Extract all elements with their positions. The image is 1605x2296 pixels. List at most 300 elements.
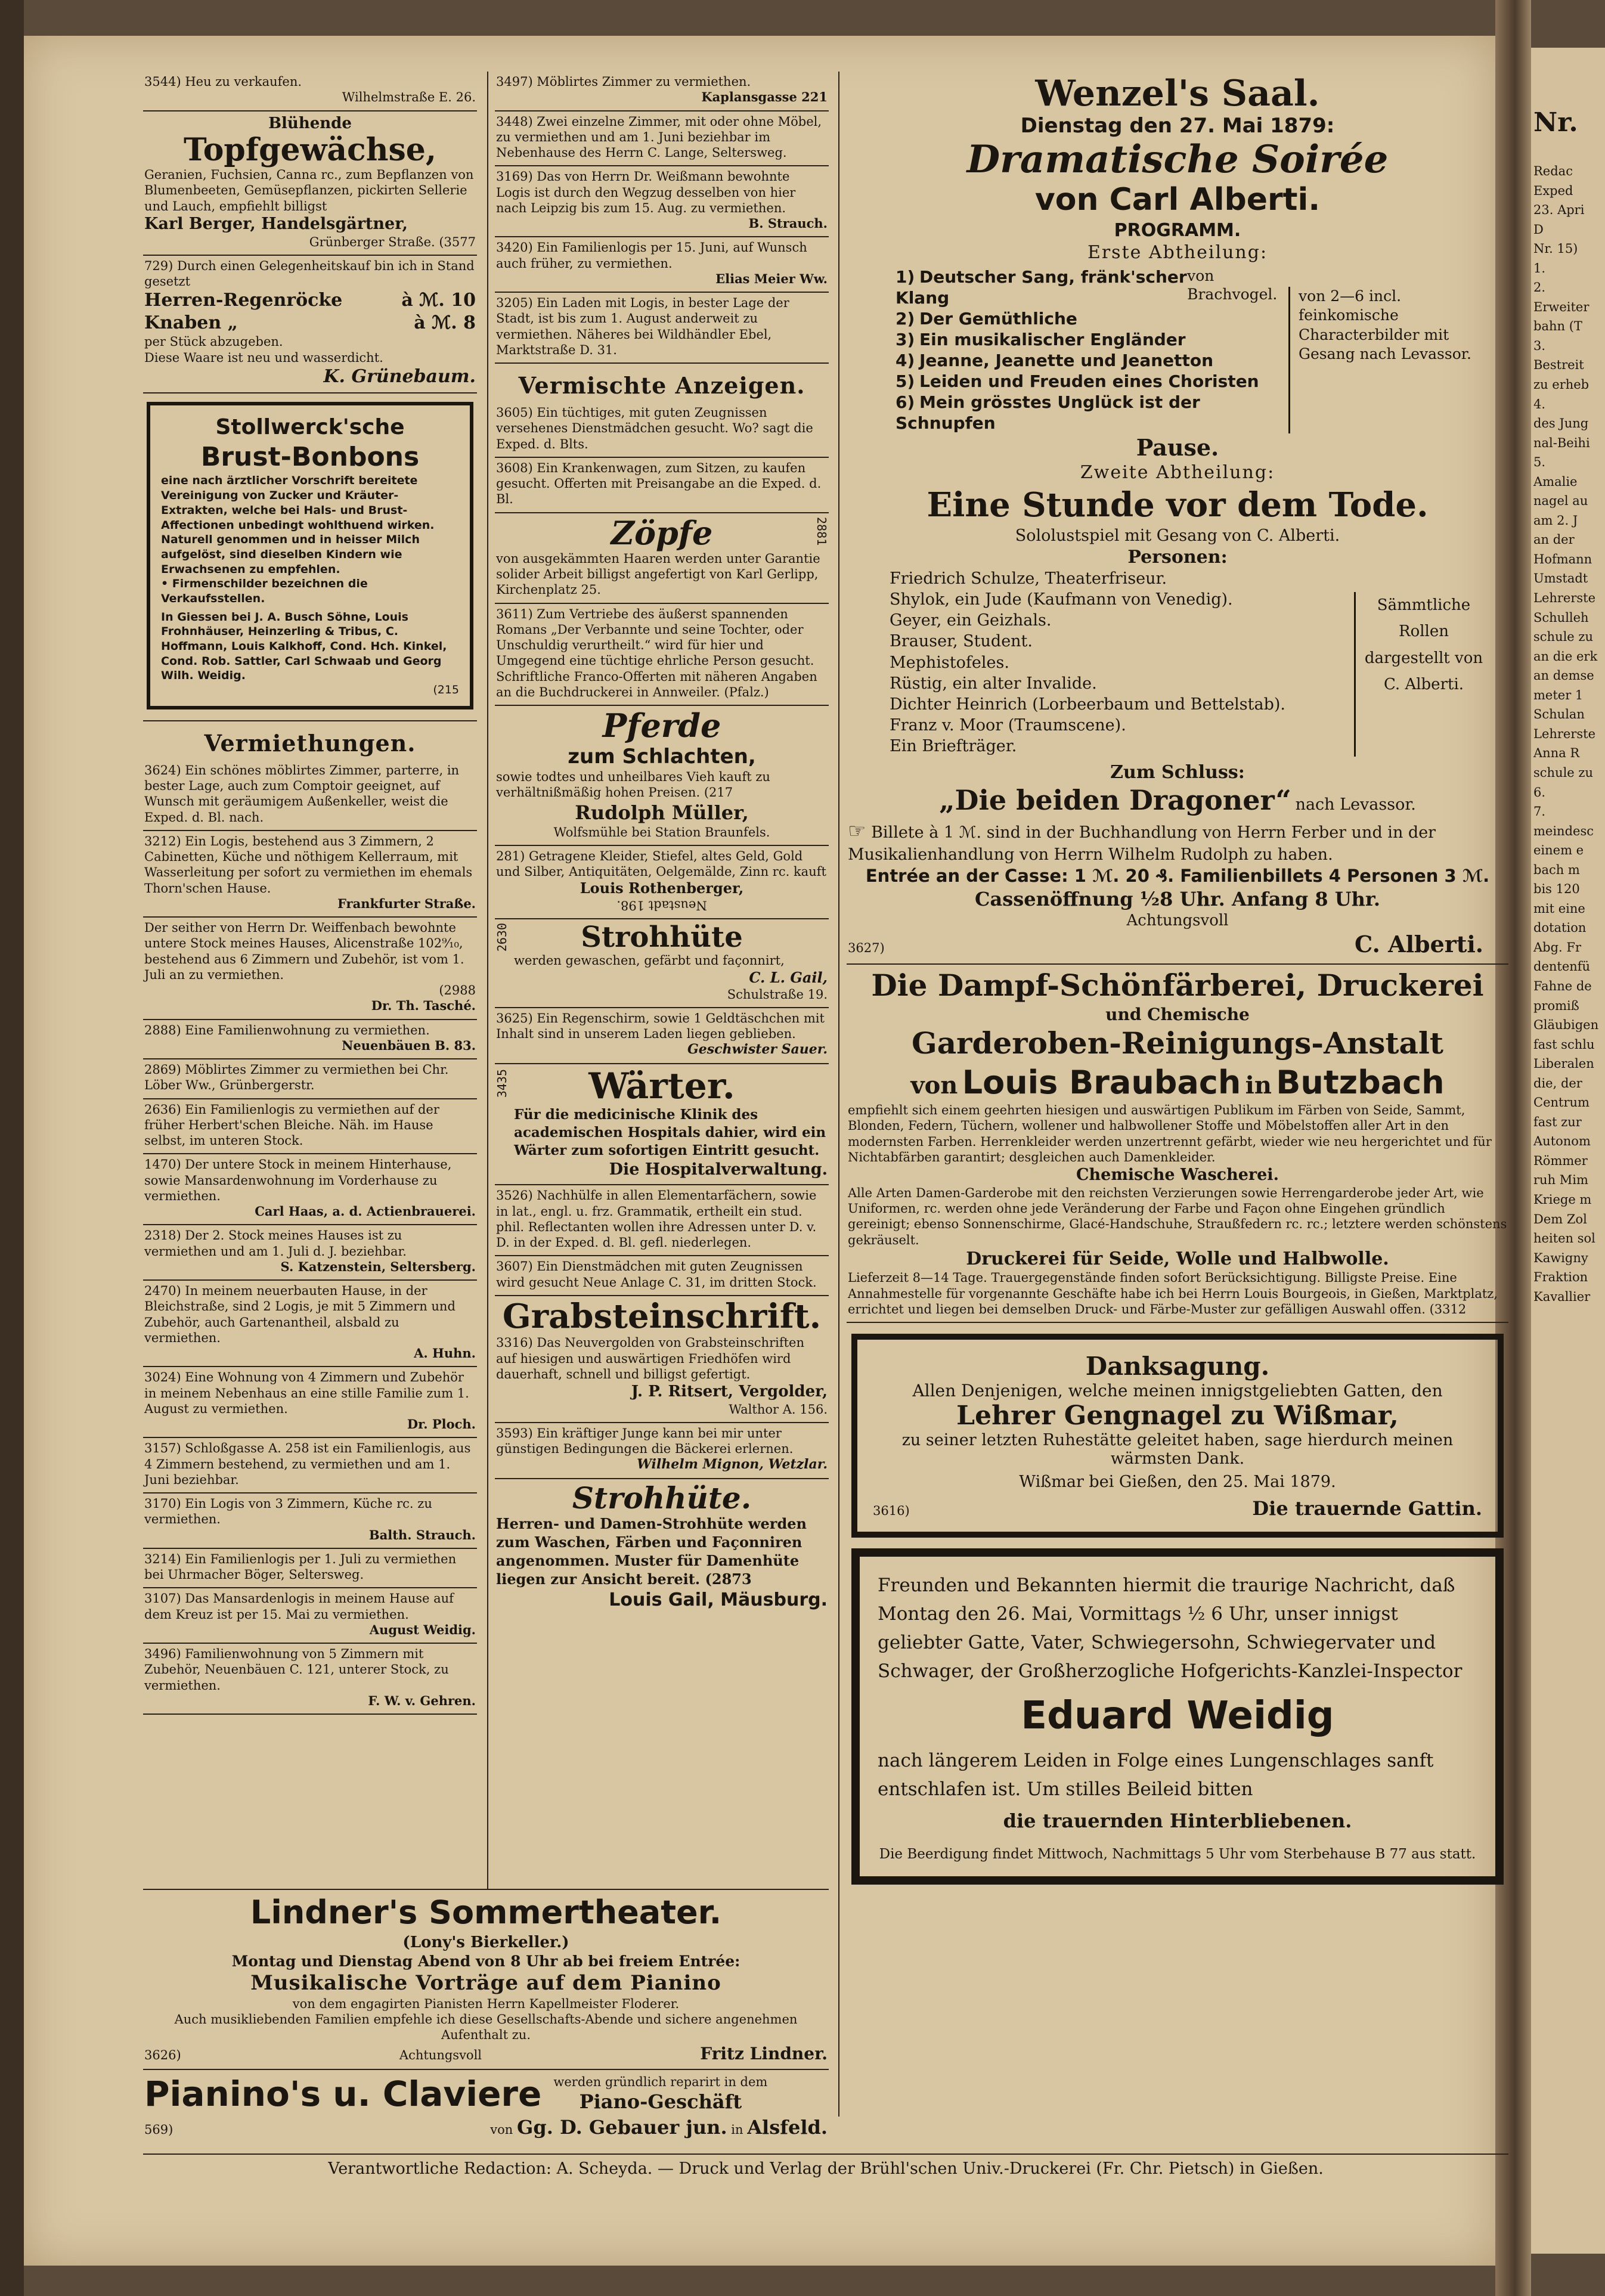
ad-headline: Musikalische Vorträge auf dem Pianino [250, 1971, 721, 1996]
event-title: Dramatische Soirée [966, 137, 1389, 182]
next-page-fragment: D [1533, 222, 1544, 237]
next-page-fragment: 6. [1533, 785, 1546, 800]
ad-listing [495, 237, 829, 293]
next-page-fragment: fast zur [1533, 1114, 1582, 1129]
program-item-number: 2) [896, 308, 915, 329]
play-subtitle: Sololustspiel mit Gesang von C. Alberti. [1015, 526, 1340, 545]
ad-text: 3214) Ein Familienlogis per 1. Juli zu vermiethen bei Uhrmacher Böger, Seltersweg. [144, 1551, 457, 1582]
ad-text: 3107) Das Mansardenlogis in meinem Hause auf dem Kreuz ist per 15. Mai zu vermiethen. [144, 1591, 454, 1622]
ad-text: Für die medicinische Klinik des academischen Hospitals dahier, wird ein Wärter zum sofortigen Eintritt gesucht. [514, 1106, 826, 1158]
ad-ref-num: 2881 [814, 516, 829, 546]
ad-kicker: Blühende [268, 114, 352, 132]
program-item [896, 308, 1288, 329]
thanks-title: Danksagung. [1085, 1352, 1270, 1381]
ad-text: 3593) Ein kräftiger Junge kann bei mir unter günstigen Bedingungen die Bäckerei erlernen. [496, 1426, 794, 1457]
ad-subtitle: (Lony's Bierkeller.) [402, 1933, 569, 1951]
next-page-fragment: promiß [1533, 998, 1579, 1013]
program-items [896, 267, 1288, 433]
ad-listing [495, 293, 829, 364]
ad-signature: Louis Rothenberger, [580, 879, 744, 897]
product-note: • Firmenschilder bezeichnen die Verkaufsstellen. [161, 577, 368, 605]
ad-signature: Wilhelm Mignon, Wetzlar. [637, 1457, 828, 1473]
next-page-fragment: Redac [1533, 164, 1573, 178]
program-item [896, 329, 1288, 350]
ad-subheading-2: Druckerei für Seide, Wolle und Halbwolle. [966, 1248, 1389, 1269]
ad-num: 3626) [144, 2047, 181, 2062]
ad-text: werden gewaschen, gefärbt und façonnirt, [514, 953, 785, 968]
ticket-info: Billete à 1 ℳ. sind in der Buchhandlung von Herrn Ferber und in der Musikalienhandlung von Herrn Wilhelm Rudolph zu haben. [848, 823, 1436, 865]
next-page-fragment: Autonom [1533, 1134, 1591, 1149]
ad-signature: Geschwister Sauer. [687, 1042, 828, 1058]
program-item-author: von Brachvogel. [1187, 267, 1278, 303]
rentals-list [143, 760, 477, 1715]
program-item-number: 5) [896, 371, 915, 391]
misc-list [495, 402, 829, 513]
ad-clothes [495, 846, 829, 919]
cast-role: Franz v. Moor (Traumscene). [890, 715, 1126, 735]
ad-text: Heu zu verkaufen. [185, 75, 302, 89]
ad-listing [143, 831, 477, 918]
thanks-line-2: zu seiner letzten Ruhestätte geleitet haben, sage hierdurch meinen wärmsten Dank. [901, 1431, 1454, 1468]
thanks-place-date: Wißmar bei Gießen, den 25. Mai 1879. [1019, 1473, 1336, 1492]
ad-ref-num: (2873 [705, 1570, 752, 1588]
next-page-fragment: Lehrerste [1533, 591, 1596, 606]
next-page-fragment: fast schlu [1533, 1037, 1595, 1052]
ad-signature: Die Hospitalverwaltung. [609, 1160, 828, 1179]
ad-maid [495, 1256, 829, 1296]
next-page-fragment: 23. Apri [1533, 203, 1585, 218]
ad-text: 3212) Ein Logis, bestehend aus 3 Zimmern, 2 Cabinetten, Küche und nöthigem Kellerraum, mit Wasserleitung per sofort zu vermiethen im ehemals Thorn'schen Hause. [144, 833, 473, 896]
ad-text: 1470) Der untere Stock in meinem Hinterhause, sowie Mansardenwohnung im Vorderhause zu vermiethen. [144, 1157, 452, 1203]
next-page-fragment: 3. [1533, 338, 1546, 353]
product-description: eine nach ärztlicher Vorschrift bereitete Vereinigung von Zucker und Kräuter-Extrakten, welche bei Hals- und Brust-Affectionen unbedingt wohlthuend wirken. Naturell genommen und in heisser Milch aufgelöst, sind dieselben Kindern wie Erwachsenen zu empfehlen. [161, 474, 435, 576]
ad-address: Wilhelmstraße E. 26. [342, 90, 476, 105]
wide-ads [143, 1889, 829, 2144]
ad-signature: S. Katzenstein, Seltersberg. [280, 1259, 476, 1274]
next-page-fragment: Gläubigen [1533, 1018, 1599, 1033]
company-city: Butzbach [1276, 1063, 1445, 1101]
ad-num: 3616) [873, 1504, 910, 1519]
ad-text: 729) Durch einen Gelegenheitskauf bin ich in Stand gesetzt [144, 258, 475, 289]
ad-address: Grünberger Straße. [309, 234, 435, 249]
newspaper-page [24, 36, 1507, 2266]
cast-role: Brauser, Student. [890, 632, 1033, 651]
ad-straw-hats-2 [495, 1479, 829, 1616]
next-page-fragment: Erweiter [1533, 299, 1589, 314]
ad-num: 3544) [144, 75, 181, 89]
next-page-fragment: Exped [1533, 183, 1573, 198]
ad-obituary [851, 1548, 1504, 1885]
ad-text: 3496) Familienwohnung von 5 Zimmern mit Zubehör, Neuenbäuen C. 121, unterer Stock, zu vermiethen. [144, 1647, 449, 1693]
ad-signature: Kaplansgasse 221 [701, 89, 828, 105]
ad-signature: J. P. Ritsert, Vergolder, [631, 1383, 828, 1401]
ad-lindner-theater [143, 1890, 829, 2070]
ad-text: 3024) Eine Wohnung von 4 Zimmern und Zubehör in meinem Nebenhaus an eine stille Familie zum 1. August zu vermiethen. [144, 1370, 469, 1416]
next-page-fragment: 2. [1533, 280, 1546, 295]
imprint-footer: Verantwortliche Redaction: A. Scheyda. — Druck und Verlag der Brühl'schen Univ.-Druckerei (Fr. Chr. Pietsch) in Gießen. [328, 2159, 1324, 2178]
part-two-heading: Zweite Abtheilung: [1080, 462, 1275, 484]
ad-listing [143, 1494, 477, 1549]
stollwerck-box [147, 402, 473, 709]
ad-umbrella [495, 1008, 829, 1064]
next-page-fragment: nagel au [1533, 494, 1588, 509]
next-page-fragment: an die erk [1533, 649, 1598, 664]
ad-signature: Elias Meier Ww. [715, 271, 828, 286]
program-item-title: Deutscher Sang, fränk'scher Klang [896, 267, 1187, 308]
ad-subheading: Chemische Wascherei. [1076, 1166, 1279, 1185]
program-item-number: 4) [896, 350, 915, 370]
ad-signature: C. Alberti. [1355, 931, 1483, 958]
ad-signature: Balth. Strauch. [368, 1527, 476, 1542]
scan-border-left [0, 0, 24, 2296]
program-item-title: Mein grösstes Unglück ist der Schnupfen [896, 392, 1200, 433]
program-item-number: 6) [896, 392, 915, 412]
ad-text: 281) Getragene Kleider, Stiefel, altes Geld, Gold und Silber, Antiquitäten, Oelgemälde, Zinn rc. kauft [496, 848, 826, 879]
ad-listing [143, 1644, 477, 1715]
next-page-fragment: Fraktion [1533, 1270, 1588, 1285]
ad-von: von [490, 2123, 513, 2137]
ad-signature: Rudolph Müller, [575, 801, 749, 824]
ad-listing [143, 1059, 477, 1099]
next-page-fragment: Römmer [1533, 1153, 1588, 1168]
ad-text: 3420) Ein Familienlogis per 15. Juni, auf Wunsch auch früher, zu vermiethen. [496, 240, 807, 271]
next-page-fragment: dotation [1533, 921, 1587, 935]
next-page-fragment: Dem Zol [1533, 1211, 1587, 1226]
ad-text: 2636) Ein Familienlogis zu vermiethen auf der früher Herbert'schen Bleiche. Näh. im Hause selbst, im unteren Stock. [144, 1102, 439, 1148]
column-3 [847, 72, 1508, 1895]
next-page-fragment: am 2. J [1533, 513, 1578, 528]
next-page-fragment: an der [1533, 532, 1575, 547]
next-page-fragment: heiten sol [1533, 1231, 1595, 1246]
ad-text-3: Lieferzeit 8—14 Tage. Trauergegenstände finden sofort Berücksichtigung. Billigste Preise. Eine Annahmestelle für vorgenannte Geschäfte habe ich bei Herrn Louis Bourgeois, in Gießen, Marktplatz, errichtet und liegen bei demselben Druck- und Färbe-Muster zur gefälligen Auswahl offen. [848, 1271, 1498, 1316]
pause-label: Pause. [1136, 433, 1219, 461]
ad-title: Lindner's Sommertheater. [250, 1894, 722, 1931]
ad-text: von ausgekämmten Haaren werden unter Garantie solider Arbeit billigst angefertigt von Karl Gerlipp, Kirchenplatz 25. [496, 551, 820, 597]
ad-text: 3169) Das von Herrn Dr. Weißmann bewohnte Logis ist durch den Wegzug desselben von hier nach Leipzig bis zum 15. Aug. zu vermiethen. [496, 169, 796, 215]
venue-name: Wenzel's Saal. [1035, 73, 1320, 114]
next-page-fragment: 5. [1533, 455, 1546, 470]
ad-line-3: Auch musikliebenden Familien empfehle ich diese Gesellschafts-Abende und sichere angenehmen Aufenthalt zu. [174, 2012, 798, 2043]
ad-listing [495, 402, 829, 458]
item-men: Herren-Regenröcke [144, 290, 343, 311]
ad-text: 3170) Ein Logis von 3 Zimmern, Küche rc. zu vermiethen. [144, 1496, 432, 1527]
ad-braids [495, 513, 829, 604]
ad-title: Strohhüte [581, 920, 743, 954]
ad-wenzel-soiree [847, 72, 1508, 965]
ad-title-2: und Chemische [1105, 1005, 1250, 1025]
next-page-fragment: des Jung [1533, 416, 1589, 431]
ad-listing [143, 1154, 477, 1225]
next-page-fragment: meindesc [1533, 823, 1594, 838]
ad-ref-num: 2630 [495, 922, 509, 952]
program-item-title: Jeanne, Jeanette und Jeanetton [919, 350, 1214, 370]
column-2 [495, 72, 829, 1616]
ad-address: Walthor A. 156. [729, 1402, 828, 1417]
ad-line-2: von dem engagirten Pianisten Herrn Kapellmeister Floderer. [292, 1996, 680, 2011]
product-title: Brust-Bonbons [200, 442, 420, 473]
next-page-fragment: Kawigny [1533, 1250, 1588, 1265]
program-part-one [896, 267, 1483, 433]
ad-novel [495, 604, 829, 707]
persons-block [890, 568, 1483, 757]
ad-pianino [143, 2070, 829, 2145]
program-item [896, 371, 1288, 392]
ad-shop: Piano-Geschäft [579, 2090, 742, 2113]
ad-signature: Dr. Ploch. [407, 1417, 476, 1432]
ad-ref-num: (3577 [439, 234, 476, 249]
ad-text: 2470) In meinem neuerbauten Hause, in der Bleichstraße, sind 2 Logis, je mit 5 Zimmern und Zubehör, auch Gartenantheil, alsbald zu vermiethen. [144, 1284, 456, 1345]
section-heading-rentals: Vermiethungen. [204, 729, 416, 757]
ad-signature: A. Huhn. [414, 1346, 476, 1361]
ad-listing [143, 760, 477, 831]
ad-listing [143, 1367, 477, 1438]
brand-name: Stollwerck'sche [215, 415, 405, 440]
thanks-name: Lehrer Gengnagel zu Wißmar, [956, 1400, 1399, 1431]
ad-listing [495, 458, 829, 513]
ad-thanks [851, 1334, 1504, 1538]
program-heading: PROGRAMM. [1114, 219, 1241, 241]
next-page-fragment: die, der [1533, 1076, 1582, 1090]
next-page-fragment: bach m [1533, 862, 1580, 877]
ad-signature: Die trauernde Gattin. [1252, 1497, 1482, 1520]
ad-ref-num: 3435 [495, 1068, 509, 1098]
ad-ref-num: (215 [433, 683, 459, 697]
ad-text: 3624) Ein schönes möblirtes Zimmer, parterre, in bester Lage, auch zum Comptoir geeignet, auf Wunsch mit geräumigem Außenkeller, weist die Exped. d. Bl. nach. [144, 763, 460, 825]
next-page-fragment: dentenfü [1533, 959, 1591, 974]
finale-heading: Zum Schluss: [1110, 761, 1245, 783]
ad-ref-num: (2988 [439, 983, 476, 998]
ad-signature: Dr. Th. Tasché. [371, 998, 476, 1014]
next-page-fragment: Bestreit [1533, 358, 1584, 373]
program-brace-note: von 2—6 incl. feinkomische Characterbilder mit Gesang nach Levassor. [1288, 287, 1483, 433]
ad-text: Herren- und Damen-Strohhüte werden zum Waschen, Färben und Façonniren angenommen. Muster für Damenhüte liegen zur Ansicht bereit. [496, 1514, 807, 1588]
next-page-fragment: Fahne de [1533, 978, 1592, 993]
next-page-fragment: Anna R [1533, 746, 1580, 761]
obituary-text-2: nach längerem Leiden in Folge eines Lungenschlages sanft entschlafen ist. Um stilles Beileid bitten [878, 1750, 1434, 1801]
column-rule [838, 72, 839, 2117]
ad-listing [143, 1225, 477, 1281]
ad-text: 3448) Zwei einzelne Zimmer, mit oder ohne Möbel, zu vermiethen und am 1. Juni beziehbar im Nebenhause des Herrn C. Lange, Seltersweg. [496, 114, 822, 160]
next-page-fragment: nal-Beihi [1533, 435, 1590, 450]
cast-role: Ein Briefträger. [890, 736, 1017, 755]
part-one-heading: Erste Abtheilung: [1087, 242, 1268, 264]
thanks-line: Allen Denjenigen, welche meinen innigstgeliebten Gatten, den [912, 1381, 1443, 1401]
program-item-number: 1) [896, 267, 915, 287]
event-performer: von Carl Alberti. [1034, 181, 1321, 218]
next-page-fragment: einem e [1533, 843, 1584, 858]
ad-text: 3608) Ein Krankenwagen, zum Sitzen, zu kaufen gesucht. Offerten mit Preisangabe an die Exped. d. Bl. [496, 460, 822, 507]
opening-times: Cassenöffnung ½8 Uhr. Anfang 8 Uhr. [975, 887, 1380, 910]
ad-signature: Fritz Lindner. [700, 2043, 828, 2063]
next-page-fragment: Schulan [1533, 707, 1585, 722]
ad-signature: die trauernden Hinterbliebenen. [1003, 1809, 1352, 1833]
cast-role: Dichter Heinrich (Lorbeerbaum und Bettelstab). [890, 695, 1286, 714]
ad-listing [143, 1438, 477, 1494]
ad-address: Wolfsmühle bei Station Braunfels. [553, 825, 770, 839]
next-page-fragment: ruh Mim [1533, 1173, 1588, 1188]
ad-horses [495, 706, 829, 846]
ad-listing [143, 1549, 477, 1589]
ad-signature: B. Strauch. [748, 216, 828, 231]
ad-text: 3605) Ein tüchtiges, mit guten Zeugnissen versehenes Dienstmädchen gesucht. Wo? sagt die Exped. d. Blts. [496, 405, 813, 451]
footer-rule [143, 2154, 1508, 2155]
ad-line: Montag und Dienstag Abend von 8 Uhr ab bei freiem Entrée: [231, 1953, 740, 1970]
ad-text: werden gründlich reparirt in dem [553, 2074, 768, 2089]
pointing-hand-icon: ☞ [848, 819, 866, 843]
ad-in: in [1245, 1071, 1272, 1099]
ad-title: Topfgewächse, [184, 132, 436, 168]
finale-author: nach Levassor. [1295, 795, 1416, 814]
next-page-fragment: schule zu [1533, 765, 1593, 780]
ad-text-2: Alle Arten Damen-Garderobe mit den reichsten Verzierungen sowie Herrengarderobe jeder Art, wie Uniformen, rc. werden ohne jede Veränderung der Farbe und Façon ohne Eingehen gründlich gereinigt; ebenso Sonnenschirme, Glacé-Handschuhe, Straußfedern rc. rc.; letztere werden schönstens gekräuselt. [848, 1185, 1507, 1247]
ad-listing [143, 1281, 477, 1367]
section-heading-misc: Vermischte Anzeigen. [518, 372, 805, 399]
next-page-fragment: an demse [1533, 668, 1594, 683]
ad-title: Zöpfe [611, 513, 713, 552]
price-boys: à ℳ. 8 [414, 312, 476, 333]
cast-role: Shylok, ein Jude (Kaufmann von Venedig). [890, 590, 1233, 609]
next-page-fragment: 1. [1533, 261, 1546, 275]
next-page-fragment: meter 1 [1533, 687, 1584, 702]
cast-role: Mephistofeles. [890, 653, 1009, 672]
ad-num: 569) [144, 2123, 173, 2137]
next-page-fragment: Centrum [1533, 1095, 1589, 1110]
ad-text: 3316) Das Neuvergolden von Grabsteinschriften auf hiesigen und auswärtigen Friedhöfen wird dauerhaft, schnell und billigst gefertigt. [496, 1336, 805, 1381]
burial-info: Die Beerdigung findet Mittwoch, Nachmittags 5 Uhr vom Sterbehause B 77 aus statt. [879, 1846, 1476, 1863]
ad-apprentice [495, 1423, 829, 1479]
ad-title: Pianino's u. Claviere [144, 2073, 542, 2114]
ad-signature: Carl Haas, a. d. Actienbrauerei. [255, 1204, 476, 1219]
ad-hay [143, 72, 477, 111]
program-item [896, 392, 1288, 433]
entry-prices: Entrée an der Casse: 1 ℳ. 20 ₰. Familienbillets 4 Personen 3 ℳ. [865, 866, 1490, 887]
ad-subtitle: zum Schlachten, [568, 744, 756, 769]
ad-text: 2888) Eine Familienwohnung zu vermiethen. [144, 1022, 430, 1037]
ad-text: 3611) Zum Vertriebe des äußerst spannenden Romans „Der Verbannte und seine Tochter, oder Unschuldig verurtheilt.“ wird für hier und Umgegend eine tüchtige ehrliche Person gesucht. Schriftliche Franco-Offerten mit näheren Angaben an die Buchdruckerei in Annweiler. (Pfalz.) [496, 606, 817, 699]
ad-title: Strohhüte. [572, 1480, 752, 1516]
next-page-fragment: bahn (T [1533, 319, 1582, 334]
next-page-fragment: zu erheb [1533, 377, 1589, 392]
ad-listing [143, 918, 477, 1020]
next-page-fragment: Umstadt [1533, 571, 1588, 586]
ad-listing [143, 1020, 477, 1060]
regards: Achtungsvoll [1126, 911, 1229, 929]
price-men: à ℳ. 10 [401, 290, 476, 311]
ad-text: 2869) Möblirtes Zimmer zu vermiethen bei Chr. Löber Ww., Grünbergerstr. [144, 1062, 449, 1093]
ad-title: Grabsteinschrift. [502, 1296, 822, 1336]
column-1 [143, 72, 477, 1715]
ad-text: Der seither von Herrn Dr. Weiffenbach bewohnte untere Stock meines Hauses, Alicenstraße 102⁹⁄₁₀, bestehend aus 6 Zimmern und Zubehör, ist vom 1. Juli an zu vermiethen. [144, 921, 464, 982]
ad-text: empfiehlt sich einem geehrten hiesigen und auswärtigen Publikum im Färben von Seide, Sammt, Blonden, Federn, Tüchern, wollener und halbwollener Stoffe und Möbelstoffen aller Art in den modernsten Farben. Herrenkleider werden unzertrennt gefärbt, wieder wie neu hergerichtet und für Nichtabfärben garantirt; desgleichen auch Damenkleider. [848, 1103, 1492, 1164]
next-page-fragment: 4. [1533, 396, 1546, 411]
ad-ref-num: (3312 [1429, 1302, 1467, 1316]
next-page-fragment: Kriege m [1533, 1192, 1592, 1207]
ad-listing [495, 166, 829, 237]
ad-text: 3625) Ein Regenschirm, sowie 1 Geldtäschchen mit Inhalt sind in unserem Laden liegen geblieben. [496, 1011, 825, 1042]
cast-role: Friedrich Schulze, Theaterfriseur. [890, 569, 1167, 588]
next-page-fragment: Schulleh [1533, 610, 1589, 625]
ad-note: Diese Waare ist neu und wasserdicht. [144, 350, 383, 365]
ad-text: 3497) Möblirtes Zimmer zu vermiethen. [496, 75, 751, 89]
finale-title: „Die beiden Dragoner“ [939, 784, 1291, 817]
ad-signature: Louis Gail, Mäusburg. [609, 1589, 828, 1610]
ad-warden [495, 1064, 829, 1185]
ad-signature: Neuenbäuen B. 83. [342, 1037, 476, 1053]
ad-city: Alsfeld. [747, 2116, 828, 2139]
persons-note: Sämmtliche Rollen dargestellt von C. Alberti. [1354, 592, 1483, 757]
ad-listing [143, 1588, 477, 1644]
next-page-fragment: bis 120 [1533, 882, 1580, 897]
ad-regards: Achtungsvoll [399, 2047, 482, 2062]
ad-signature: K. Grünebaum. [323, 365, 476, 387]
ad-num: 3627) [848, 941, 885, 956]
ad-listing [143, 1099, 477, 1155]
ad-text: 2318) Der 2. Stock meines Hauses ist zu vermiethen und am 1. Juli d. J. beziehbar. [144, 1228, 407, 1259]
ad-listing [495, 72, 829, 111]
ad-title-3: Garderoben-Reinigungs-Anstalt [912, 1025, 1443, 1061]
ad-seller: Karl Berger, Handelsgärtner, [144, 214, 408, 233]
persons-list [890, 568, 1354, 757]
ad-address: Schulstraße 19. [727, 987, 828, 1002]
program-item [896, 267, 1288, 308]
ad-signature: Gg. D. Gebauer jun. [517, 2116, 727, 2139]
event-date: Dienstag den 27. Mai 1879: [1020, 114, 1335, 138]
ad-tutoring [495, 1185, 829, 1256]
ad-signature: August Weidig. [369, 1622, 476, 1637]
next-page-fragment: Kavallier [1533, 1289, 1591, 1304]
next-page-fragment: 7. [1533, 804, 1546, 819]
ad-text: 3205) Ein Laden mit Logis, in bester Lage der Stadt, ist bis zum 1. August anderweit zu vermiethen. Näheres bei Wildhändler Ebel, Marktstraße D. 31. [496, 296, 789, 357]
ad-text: 3157) Schloßgasse A. 258 ist ein Familienlogis, aus 4 Zimmern bestehend, zu vermiethen und am 1. Juni beziehbar. [144, 1441, 471, 1487]
next-page-fragment: Nr. 15) [1533, 241, 1578, 256]
ad-listing [495, 111, 829, 167]
ad-signature: C. L. Gail, [749, 968, 828, 986]
next-page-fragment: Lehrerste [1533, 726, 1596, 741]
ad-plants [143, 111, 477, 256]
next-page-fragment: Hofmann [1533, 551, 1592, 566]
next-page-fragment: Amalie [1533, 474, 1578, 489]
sellers-list: In Giessen bei J. A. Busch Söhne, Louis Frohnhäuser, Heinzerling & Tribus, C. Hoffmann, Louis Kalkhoff, Cond. Hch. Kinkel, Cond. Rob. Sattler, Carl Schwaab und Georg Wilh. Weidig. [161, 610, 447, 683]
ad-braubach-dyeworks [847, 965, 1508, 1324]
rentals-list-2 [495, 72, 829, 364]
ad-von: von [910, 1071, 958, 1099]
column-rule [487, 72, 488, 2117]
program-item-title: Der Gemüthliche [919, 308, 1077, 329]
ad-signature: F. W. v. Gehren. [368, 1693, 476, 1708]
ad-stollwerck [143, 393, 477, 721]
persons-heading: Personen: [1127, 546, 1228, 568]
item-boys: Knaben „ [144, 312, 238, 333]
ad-address-upside-down: Neustadt 198. [616, 898, 707, 913]
ad-gravestones [495, 1296, 829, 1423]
next-page-fragments [1531, 162, 1605, 1306]
ad-text: sowie todtes und unheilbares Vieh kauft zu verhältnißmäßig hohen Preisen. [496, 770, 770, 800]
ad-text: Geranien, Fuchsien, Canna rc., zum Bepflanzen von Blumenbeeten, Gemüsepflanzen, pickirten Sellerie und Lauch, empfiehlt billigst [144, 168, 474, 213]
ad-text: 3526) Nachhülfe in allen Elementarfächern, sowie in lat., engl. u. frz. Grammatik, ertheilt ein stud. phil. Reflectanten wollen ihre Adressen unter D. v. D. in der Exped. d. Bl. gefl. niederlegen. [496, 1188, 817, 1250]
program-item-title: Leiden und Freuden eines Choristen [919, 371, 1259, 391]
ad-ref-num: (217 [704, 785, 733, 800]
ad-in: in [731, 2123, 743, 2137]
ad-title: Die Dampf-Schönfärberei, Druckerei [871, 967, 1484, 1003]
next-page-fragment: Abg. Fr [1533, 940, 1582, 955]
play-title: Eine Stunde vor dem Tode. [927, 485, 1429, 525]
ad-note: per Stück abzugeben. [144, 334, 283, 349]
program-item-title: Ein musikalischer Engländer [919, 329, 1186, 349]
next-page-fragment: mit eine [1533, 901, 1585, 916]
next-page-number: Nr. [1533, 107, 1578, 138]
ad-title: Pferde [602, 707, 721, 745]
deceased-name: Eduard Weidig [1021, 1694, 1334, 1739]
